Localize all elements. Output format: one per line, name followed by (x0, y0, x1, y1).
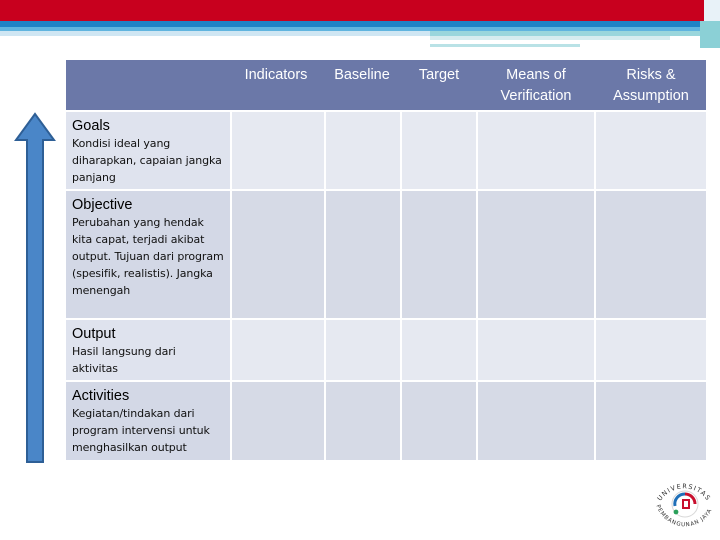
row-goals (66, 112, 230, 189)
table-cell (326, 191, 400, 318)
row-description: Perubahan yang hendak kita capat, terjadi akibat output. Tujuan dari program (spesifik, realistis). Jangka menengah (72, 216, 224, 297)
row-output (66, 320, 230, 380)
table-cell (596, 320, 706, 380)
row-title: Goals (72, 118, 110, 134)
column-header-risks-assumption: Risks & Assumption (613, 67, 689, 104)
table-cell (326, 382, 400, 460)
table-cell (596, 191, 706, 318)
table-cell (478, 191, 594, 318)
row-objective (66, 191, 230, 318)
header-red-bar (0, 0, 700, 21)
svg-text:PEMBANGUNAN JAYA: PEMBANGUNAN JAYA (654, 503, 714, 529)
header-teal-bar-pale (430, 36, 670, 40)
table-cell (596, 382, 706, 460)
table-cell (232, 382, 324, 460)
table-cell (596, 112, 706, 189)
svg-text:UNIVERSITAS: UNIVERSITAS (655, 482, 713, 503)
table-cell (402, 112, 476, 189)
column-header-means-of-verification: Means of Verification (500, 67, 572, 104)
table-cell (326, 320, 400, 380)
table-cell (402, 191, 476, 318)
header-red-stripe (700, 0, 704, 21)
table-cell (478, 382, 594, 460)
arrow-up-icon (14, 112, 56, 464)
table-cell (478, 320, 594, 380)
column-header-baseline: Baseline (334, 67, 390, 83)
column-header-indicators: Indicators (244, 67, 308, 83)
university-logo (648, 466, 720, 540)
row-title: Objective (72, 197, 133, 213)
table-cell (326, 112, 400, 189)
table-header (66, 60, 706, 110)
table-cell (402, 382, 476, 460)
row-description: Kondisi ideal yang diharapkan, capaian jangka panjang (72, 137, 222, 184)
column-header-target: Target (418, 67, 460, 83)
row-title: Activities (72, 388, 130, 404)
table-cell (402, 320, 476, 380)
table-cell (478, 112, 594, 189)
table-cell (232, 320, 324, 380)
header-teal-block (700, 21, 720, 48)
header-pale-bar (0, 31, 430, 36)
logframe-table (66, 60, 706, 462)
row-description: Hasil langsung dari aktivitas (72, 345, 176, 375)
row-activities (66, 382, 230, 460)
row-title: Output (72, 326, 116, 342)
table-cell (232, 191, 324, 318)
table-cell (232, 112, 324, 189)
row-description: Kegiatan/tindakan dari program intervensi untuk menghasilkan output (72, 407, 210, 454)
header-teal-stripe (430, 44, 580, 47)
